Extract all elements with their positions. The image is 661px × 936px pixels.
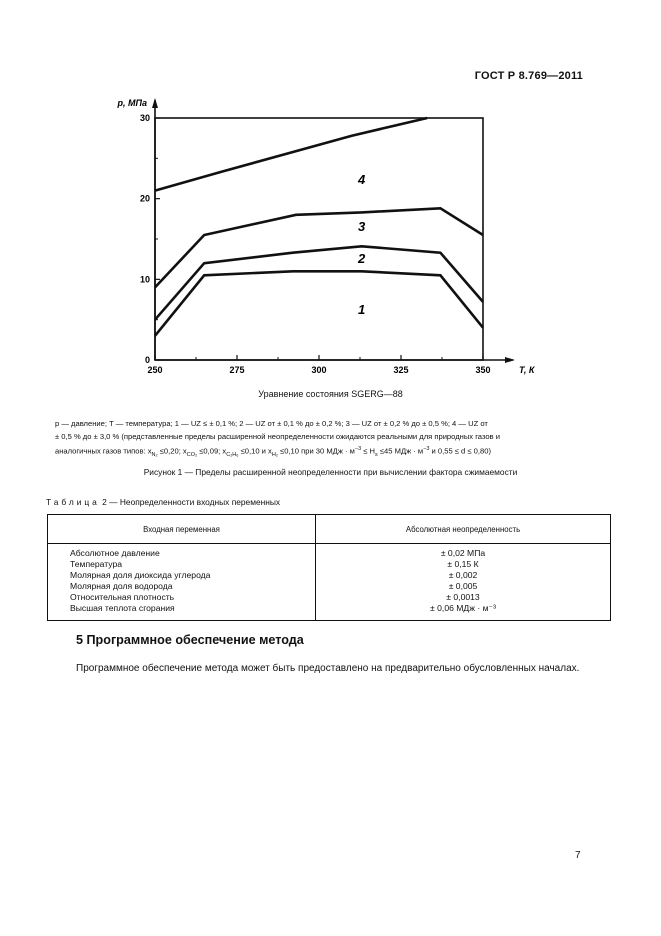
x-tick-label: 300 bbox=[311, 365, 327, 375]
table-row bbox=[48, 570, 611, 581]
table-header-input: Входная переменная bbox=[48, 515, 316, 544]
section-heading: 5 Программное обеспечение метода bbox=[76, 633, 304, 647]
table-cell: Температура bbox=[48, 559, 316, 570]
uncertainty-table bbox=[47, 514, 611, 621]
table-cell: Абсолютное давление bbox=[48, 544, 316, 560]
table-caption bbox=[46, 497, 280, 507]
table-caption-word: Таблица bbox=[46, 497, 100, 507]
x-tick-label: 275 bbox=[229, 365, 245, 375]
region-label: 4 bbox=[358, 172, 366, 188]
y-tick-label: 20 bbox=[139, 193, 150, 204]
figure-legend bbox=[55, 417, 585, 462]
table-cell: ± 0,005 bbox=[316, 581, 611, 592]
section-paragraph: Программное обеспечение метода может быть предоставлено на предварительно обусловленных началах. bbox=[76, 663, 580, 674]
region-label: 1 bbox=[358, 302, 366, 318]
table-cell: ± 0,02 МПа bbox=[316, 544, 611, 560]
table-cell: Молярная доля диоксида углерода bbox=[48, 570, 316, 581]
x-axis-label: T, К bbox=[519, 365, 535, 375]
table-cell: ± 0,06 МДж · м⁻³ bbox=[316, 603, 611, 621]
table-row bbox=[48, 592, 611, 603]
series-line-2 bbox=[155, 246, 483, 319]
table-row bbox=[48, 544, 611, 560]
y-tick-label: 0 bbox=[144, 355, 150, 365]
table-cell: ± 0,15 К bbox=[316, 559, 611, 570]
table-row bbox=[48, 581, 611, 592]
table-row bbox=[48, 559, 611, 570]
legend-line-1: p — давление; T — температура; 1 — UZ ≤ ± 0,1 %; 2 — UZ от ± 0,1 % до ± 0,2 %; 3 — UZ от ± 0,2 % до ± 0,5 %; 4 — UZ от bbox=[55, 419, 488, 428]
table-caption-text: 2 — Неопределенности входных переменных bbox=[99, 497, 281, 507]
table-cell: ± 0,0013 bbox=[316, 592, 611, 603]
x-tick-label: 250 bbox=[147, 365, 163, 375]
x-tick-label: 350 bbox=[475, 365, 491, 375]
figure-caption: Рисунок 1 — Пределы расширенной неопределенности при вычислении фактора сжимаемости bbox=[143, 467, 518, 477]
chart-title: Уравнение состояния SGERG—88 bbox=[258, 389, 403, 399]
table-cell: ± 0,002 bbox=[316, 570, 611, 581]
legend-line-2: ± 0,5 % до ± 3,0 % (представленные пределы расширенной неопределенности ожидаются реальными для природных газов и bbox=[55, 432, 500, 441]
table-cell: Относительная плотность bbox=[48, 592, 316, 603]
table-cell: Молярная доля водорода bbox=[48, 581, 316, 592]
legend-line-3: аналогичных газов типов: $x_{N_2} \le 0,20$; $x_{CO_2} \le 0,09$; $x_{C_2H_6} \le 0,10$ и $x_{H_2} \le 0,10$ при 30 МДж · $м^{-3} \le H_s \le 45$ МДж · $м^{-3}$ и 0,55 ≤ d ≤ 0,80) bbox=[55, 446, 491, 459]
y-axis-label: p, МПа bbox=[117, 98, 147, 108]
x-axis-arrow bbox=[505, 357, 515, 363]
y-axis-arrow bbox=[152, 98, 158, 108]
table-cell: Высшая теплота сгорания bbox=[48, 603, 316, 621]
document-id: ГОСТ Р 8.769—2011 bbox=[474, 70, 583, 82]
plot-frame bbox=[155, 118, 483, 360]
series-line-4 bbox=[155, 118, 427, 191]
x-tick-label: 325 bbox=[393, 365, 409, 375]
series-line-1 bbox=[155, 271, 483, 336]
page-number: 7 bbox=[575, 850, 581, 861]
region-label: 3 bbox=[358, 218, 366, 234]
region-label: 2 bbox=[358, 251, 366, 267]
y-tick-label: 30 bbox=[139, 113, 150, 123]
y-tick-label: 10 bbox=[139, 274, 150, 285]
table-row bbox=[48, 603, 611, 621]
uncertainty-chart bbox=[108, 92, 535, 382]
table-header-uncertainty: Абсолютная неопределенность bbox=[316, 515, 611, 544]
